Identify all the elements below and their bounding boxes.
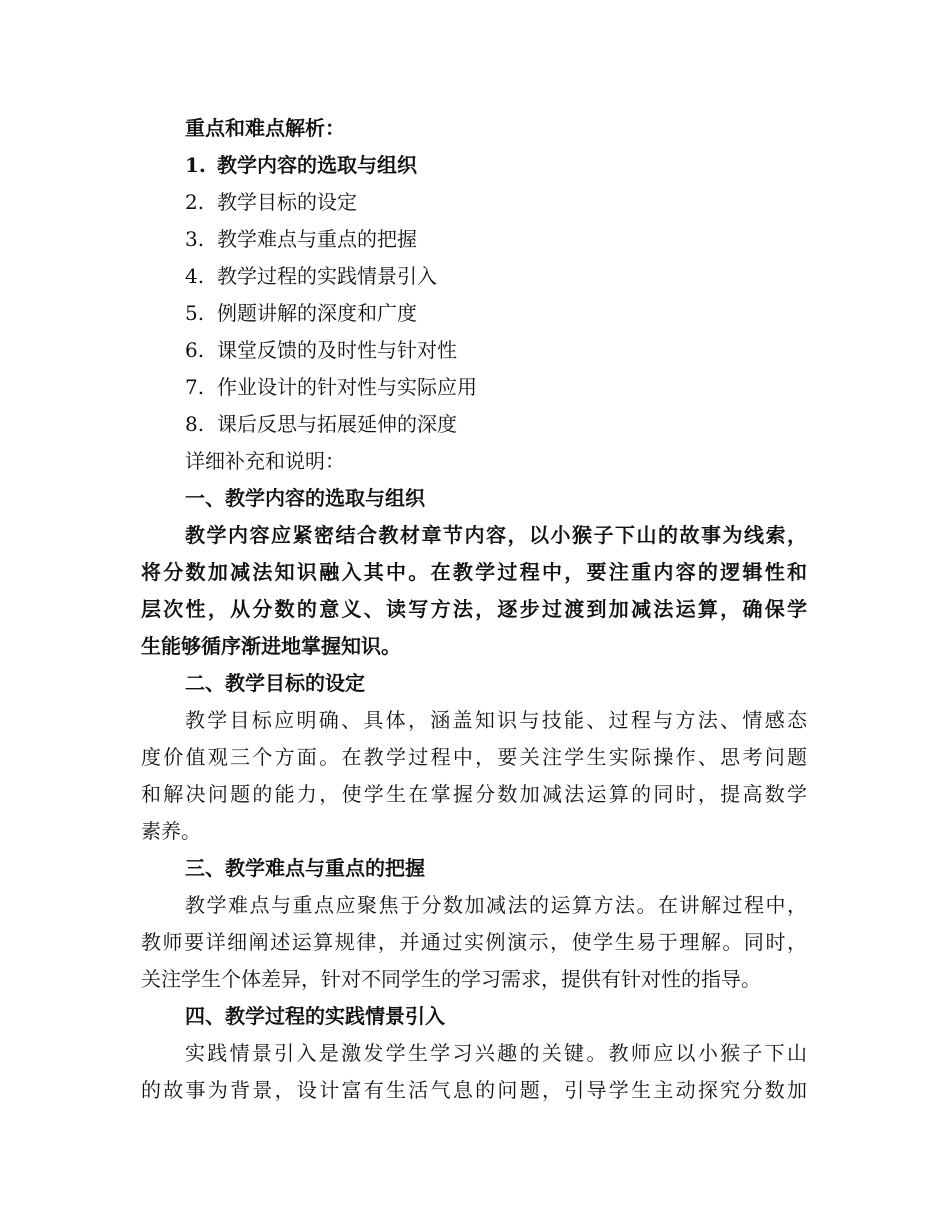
list-item (141, 406, 807, 443)
section-paragraph (141, 517, 807, 665)
list-text: 例题讲解的深度和广度 (217, 301, 417, 325)
list-number: 4. (185, 264, 205, 288)
list-number: 6. (185, 338, 205, 362)
list-item (141, 258, 807, 295)
section-heading: 重点和难点解析： (185, 116, 345, 140)
list-text: 教学难点与重点的把握 (217, 227, 417, 251)
list-item (141, 369, 807, 406)
list-number: 3. (185, 227, 205, 251)
paragraph-line: 层次性，从分数的意义、读写方法，逐步过渡到加减法运算，确保学 (141, 597, 807, 621)
section-title: 二、教学目标的设定 (185, 671, 365, 695)
paragraph-line: 教师要详细阐述运算规律，并通过实例演示，使学生易于理解。同时， (141, 930, 807, 954)
paragraph-line: 生能够循序渐进地掌握知识。 (141, 634, 401, 658)
list-text: 作业设计的针对性与实际应用 (217, 375, 477, 399)
list-text: 课堂反馈的及时性与针对性 (217, 338, 457, 362)
section-paragraph (141, 702, 807, 850)
list-text: 教学内容的选取与组织 (217, 153, 417, 177)
paragraph-line: 素养。 (141, 819, 201, 843)
list-text: 教学目标的设定 (217, 190, 357, 214)
list-text: 教学过程的实践情景引入 (217, 264, 437, 288)
list-item (141, 184, 807, 221)
list-item (141, 295, 807, 332)
section-paragraph (141, 887, 807, 998)
section-paragraph (141, 1035, 807, 1109)
list-item (141, 147, 807, 184)
paragraph-line: 的故事为背景，设计富有生活气息的问题，引导学生主动探究分数加 (141, 1078, 807, 1102)
key-points-list (141, 147, 807, 443)
section-title: 四、教学过程的实践情景引入 (185, 1004, 445, 1028)
supplement-heading: 详细补充和说明： (185, 449, 345, 473)
list-number: 8. (185, 412, 205, 436)
list-text: 课后反思与拓展延伸的深度 (217, 412, 457, 436)
document-body (141, 110, 807, 1109)
list-number: 1. (185, 153, 206, 177)
paragraph-line: 教学内容应紧密结合教材章节内容，以小猴子下山的故事为线索， (185, 523, 807, 547)
paragraph-line: 和解决问题的能力，使学生在掌握分数加减法运算的同时，提高数学 (141, 782, 807, 806)
section-title: 一、教学内容的选取与组织 (185, 486, 425, 510)
paragraph-line: 教学目标应明确、具体，涵盖知识与技能、过程与方法、情感态 (185, 708, 807, 732)
paragraph-line: 教学难点与重点应聚焦于分数加减法的运算方法。在讲解过程中， (185, 893, 807, 917)
list-number: 5. (185, 301, 205, 325)
list-number: 2. (185, 190, 205, 214)
paragraph-line: 将分数加减法知识融入其中。在教学过程中，要注重内容的逻辑性和 (141, 560, 807, 584)
section-title: 三、教学难点与重点的把握 (185, 856, 425, 880)
paragraph-line: 关注学生个体差异，针对不同学生的学习需求，提供有针对性的指导。 (141, 967, 761, 991)
paragraph-line: 实践情景引入是激发学生学习兴趣的关键。教师应以小猴子下山 (185, 1041, 807, 1065)
list-item (141, 332, 807, 369)
list-number: 7. (185, 375, 205, 399)
list-item (141, 221, 807, 258)
paragraph-line: 度价值观三个方面。在教学过程中，要关注学生实际操作、思考问题 (141, 745, 807, 769)
